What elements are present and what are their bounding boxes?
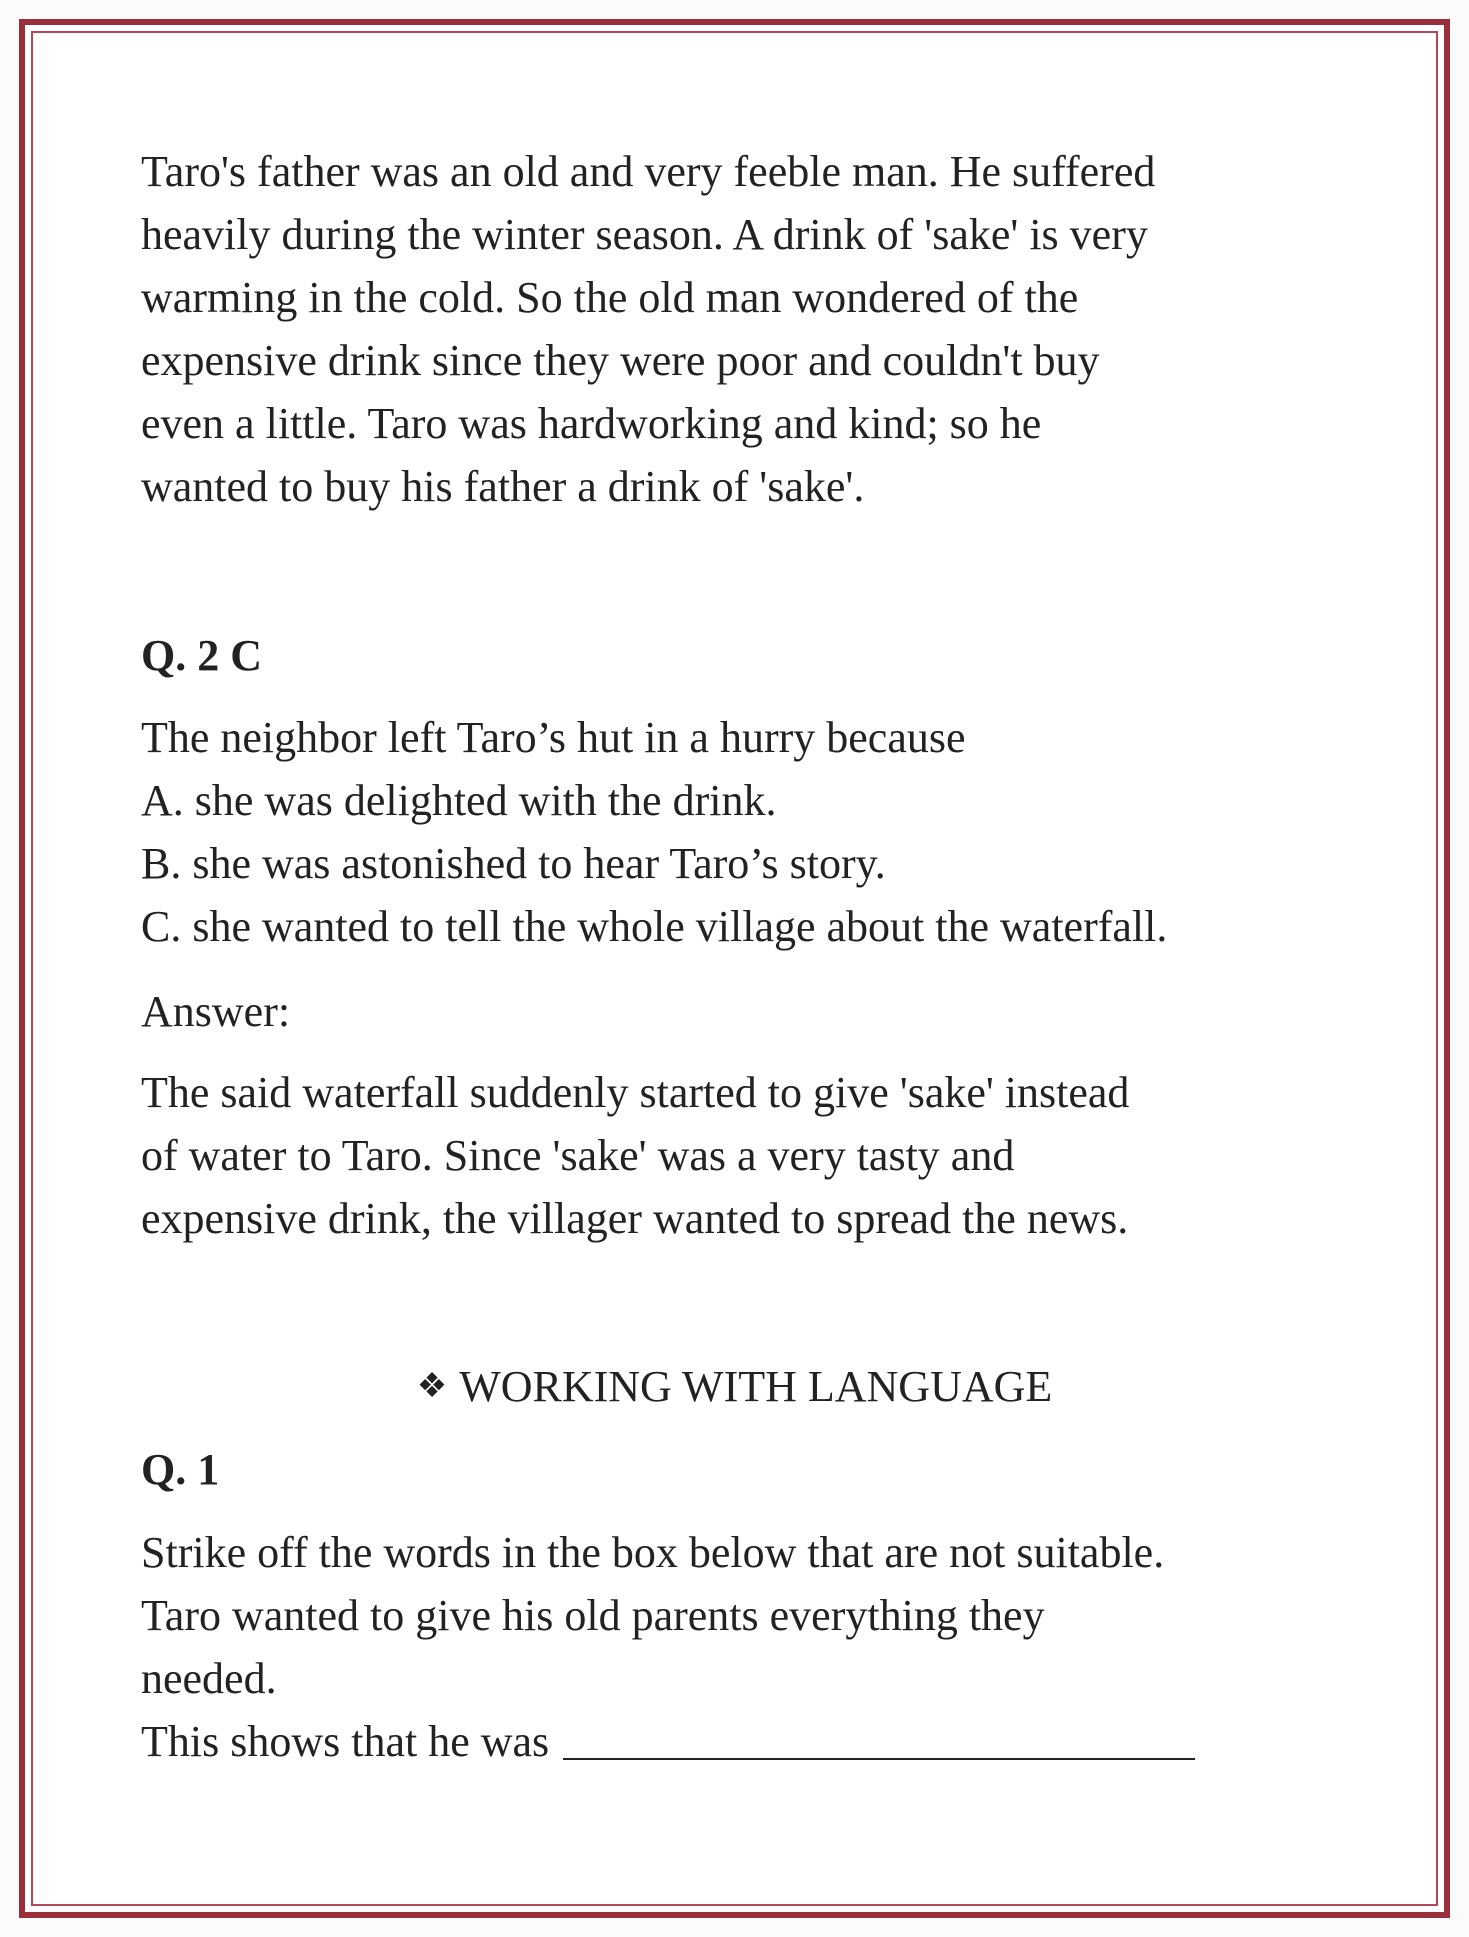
text-line: expensive drink, the villager wanted to spread the news. [141,1194,1129,1243]
option-b: B. she was astonished to hear Taro’s story. [141,839,886,888]
text-line: of water to Taro. Since 'sake' was a very tasty and [141,1131,1015,1180]
text-line: Taro's father was an old and very feeble man. He suffered [141,147,1156,196]
option-a: A. she was delighted with the drink. [141,776,777,825]
answer-label: Answer: [141,987,291,1036]
q2c-label: Q. 2 C [141,631,262,680]
text-line: needed. [141,1654,277,1703]
diamond-bullet-icon: ❖ [416,1368,448,1405]
text-line: warming in the cold. So the old man wondered of the [141,273,1079,322]
q2c-question-block [141,706,1167,958]
text-line: even a little. Taro was hardworking and kind; so he [141,399,1042,448]
text-line: wanted to buy his father a drink of 'sake'. [141,462,865,511]
fill-prompt: This shows that he was [141,1717,550,1766]
section-title: WORKING WITH LANGUAGE [459,1362,1053,1411]
text-line: heavily during the winter season. A drink of 'sake' is very [141,210,1148,259]
answer-blank[interactable] [563,1718,1195,1760]
section-heading [0,1355,1469,1418]
fill-line [141,1710,1195,1773]
text-line: Strike off the words in the box below that are not suitable. [141,1528,1165,1577]
text-line: Taro wanted to give his old parents everything they [141,1591,1045,1640]
text-line: The said waterfall suddenly started to give 'sake' instead [141,1068,1130,1117]
q1-text [141,1521,1195,1773]
option-c: C. she wanted to tell the whole village about the waterfall. [141,902,1168,951]
answer-paragraph [141,1061,1129,1250]
question-text: The neighbor left Taro’s hut in a hurry because [141,713,966,762]
intro-paragraph [141,140,1155,518]
q1-label: Q. 1 [141,1445,220,1494]
text-line: expensive drink since they were poor and couldn't buy [141,336,1100,385]
